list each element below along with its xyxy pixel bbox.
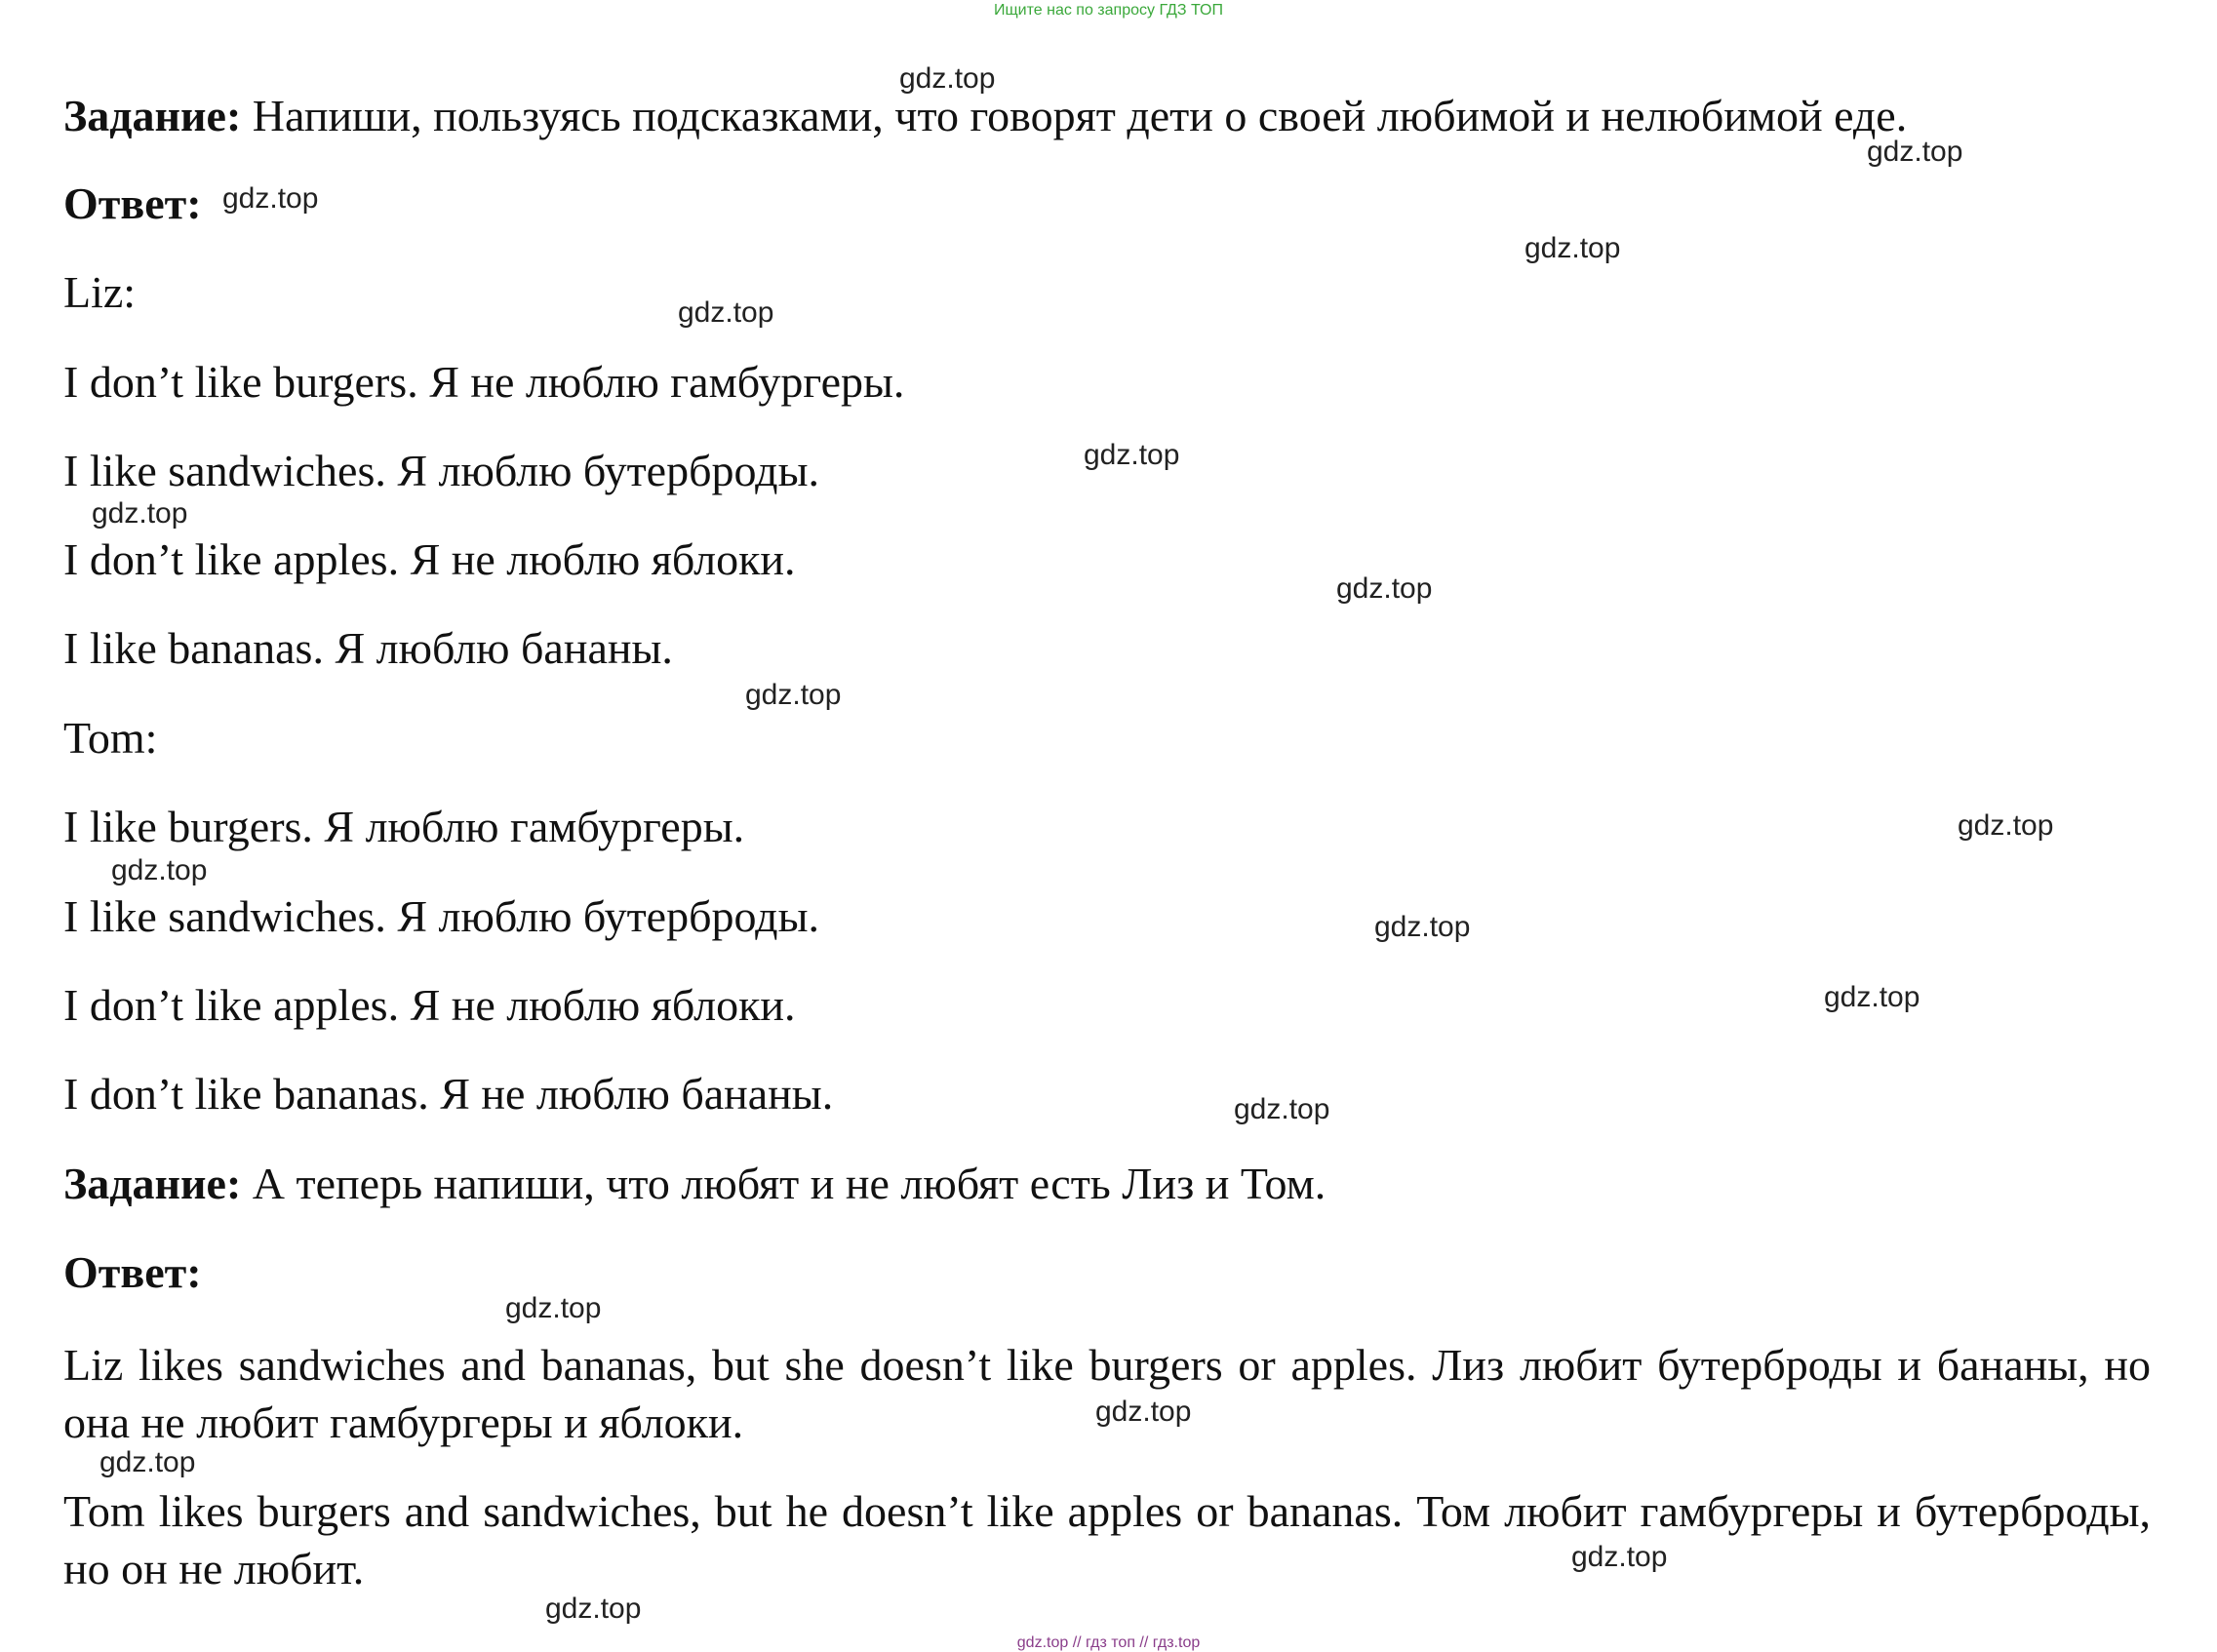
tom-line-3: I don’t like apples. Я не люблю яблоки.: [63, 980, 796, 1030]
tom-line-4: I don’t like bananas. Я не люблю бананы.: [63, 1069, 834, 1119]
answer-1-label: [63, 178, 202, 229]
liz-line-3: I don’t like apples. Я не люблю яблоки.: [63, 534, 796, 584]
task-2-label: Задание:: [63, 1159, 242, 1208]
watermark: gdz.top: [1571, 1541, 1668, 1573]
liz-name: Liz:: [63, 267, 137, 317]
watermark: gdz.top: [505, 1292, 602, 1324]
task-1-label: Задание:: [63, 91, 242, 140]
task-1: [63, 91, 1907, 141]
watermark: gdz.top: [678, 296, 774, 329]
watermark: gdz.top: [99, 1446, 196, 1478]
task-2: [63, 1159, 1326, 1209]
top-banner: Ищите нас по запросу ГДЗ ТОП: [994, 2, 1223, 19]
watermark: gdz.top: [1234, 1093, 1330, 1125]
tom-line-1: I like burgers. Я люблю гамбургеры.: [63, 802, 745, 851]
liz-line-1: I don’t like burgers. Я не люблю гамбургеры.: [63, 357, 905, 407]
task-1-text: Напиши, пользуясь подсказками, что говорят дети о своей любимой и нелюбимой еде.: [252, 91, 1908, 140]
liz-line-4: I like bananas. Я люблю бананы.: [63, 623, 673, 673]
watermark: gdz.top: [1095, 1396, 1192, 1428]
watermark: gdz.top: [111, 854, 208, 886]
answer-2-paragraph-2: Tom likes burgers and sandwiches, but he doesn’t like apples or bananas. Том любит гамбургеры и бутерброды, но он не любит.: [63, 1486, 2151, 1593]
watermark: gdz.top: [899, 62, 996, 95]
answer-2-label-text: Ответ:: [63, 1247, 202, 1297]
watermark: gdz.top: [1084, 439, 1180, 471]
watermark: gdz.top: [1336, 572, 1433, 605]
watermark: gdz.top: [1867, 136, 1963, 168]
tom-name: Tom:: [63, 713, 158, 763]
bottom-banner: gdz.top // гдз топ // гдз.top: [1016, 1634, 1201, 1651]
answer-2-paragraph-1: Liz likes sandwiches and bananas, but she doesn’t like burgers or apples. Лиз любит бутерброды и бананы, но она не любит гамбургеры и яблоки.: [63, 1340, 2151, 1447]
watermark: gdz.top: [92, 497, 188, 530]
answer-2-label: [63, 1247, 202, 1298]
task-2-text: А теперь напиши, что любят и не любят есть Лиз и Том.: [252, 1159, 1326, 1208]
liz-line-2: I like sandwiches. Я люблю бутерброды.: [63, 446, 819, 495]
watermark: gdz.top: [1524, 232, 1621, 264]
tom-line-2: I like sandwiches. Я люблю бутерброды.: [63, 891, 819, 941]
watermark: gdz.top: [1824, 981, 1920, 1013]
watermark: gdz.top: [745, 679, 842, 711]
watermark: gdz.top: [1958, 809, 2054, 842]
watermark: gdz.top: [222, 182, 319, 215]
watermark: gdz.top: [1374, 911, 1471, 943]
watermark: gdz.top: [545, 1593, 642, 1625]
answer-1-label-text: Ответ:: [63, 178, 202, 228]
